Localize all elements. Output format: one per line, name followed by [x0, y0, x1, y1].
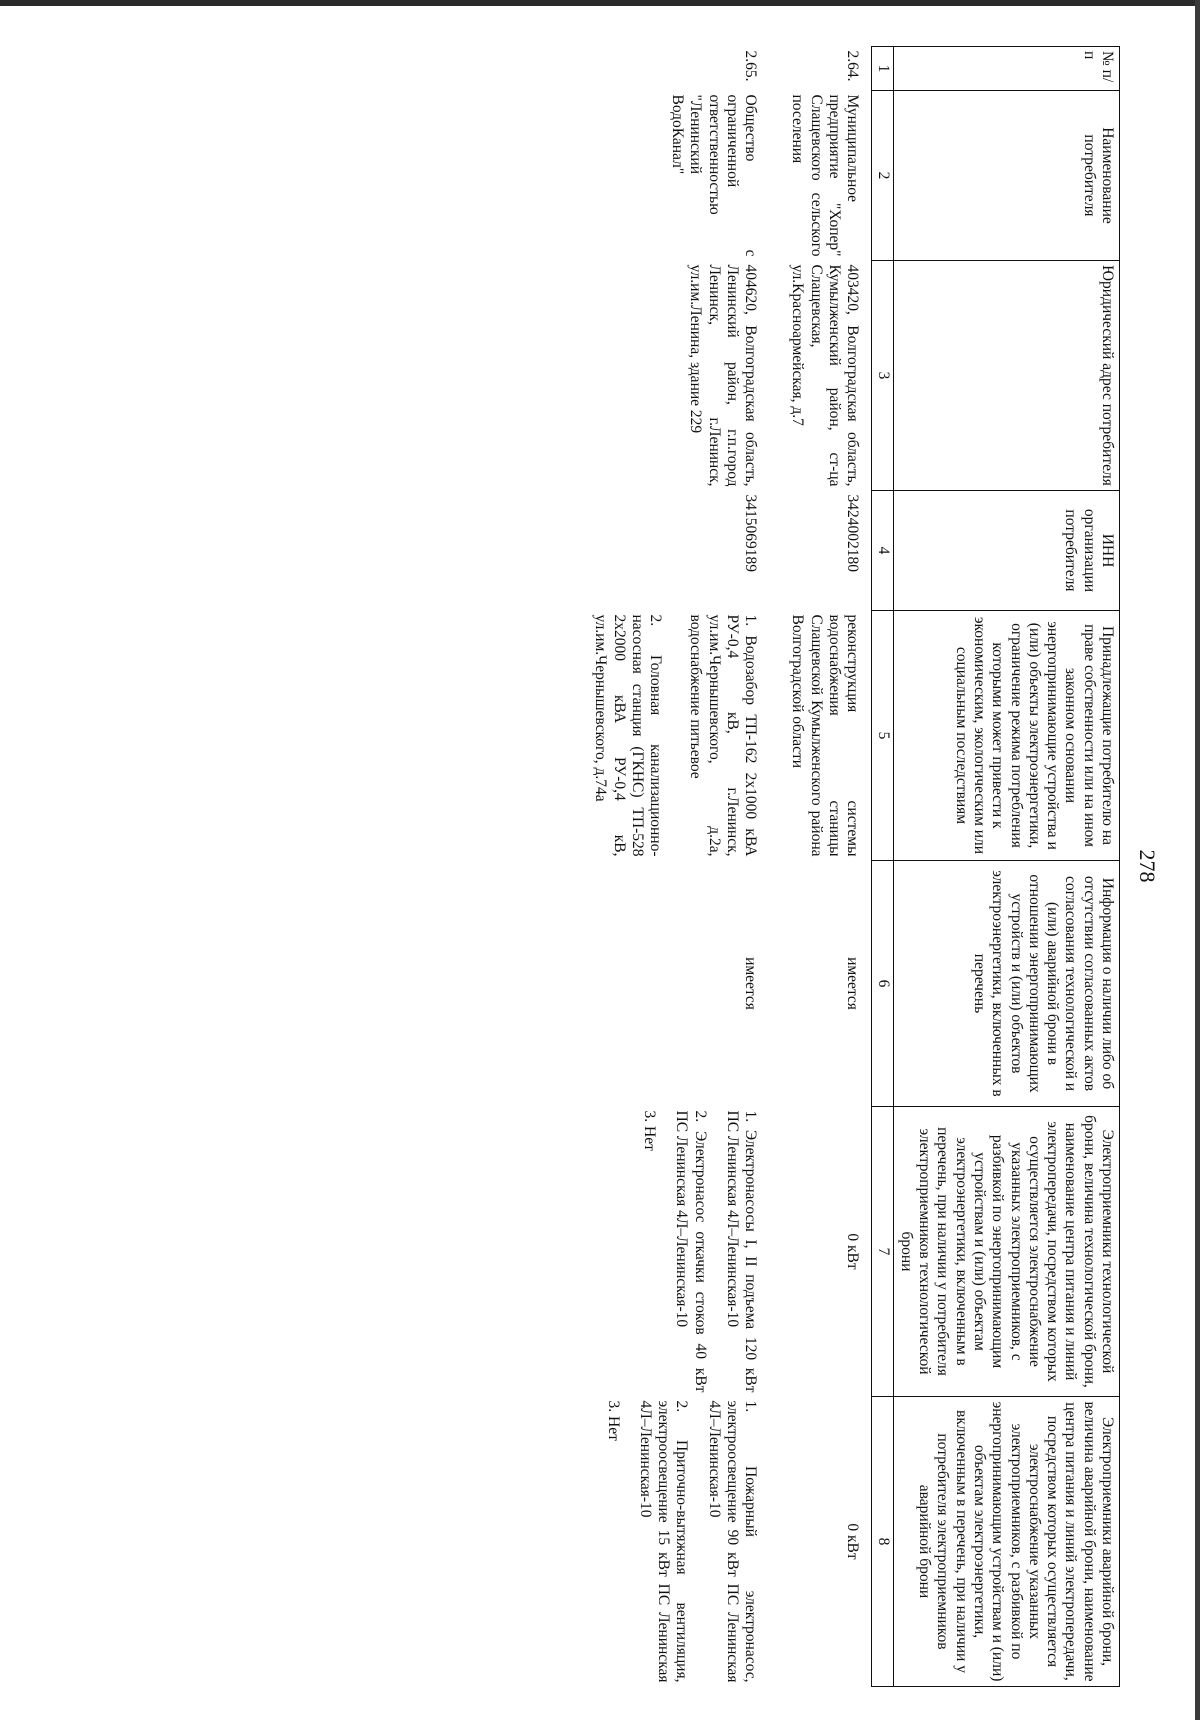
column-number: 6	[872, 861, 893, 1107]
inn-value: 3424002180	[844, 494, 862, 572]
emergency-reserve: 0 кВт	[844, 1523, 862, 1560]
consumer-name: Муниципальное предприятие "Хопер" Слащевского сельского поселения	[789, 94, 862, 257]
tech-reserve	[588, 1107, 785, 1397]
rotated-page	[160, 46, 1160, 1686]
column-number: 4	[872, 491, 893, 611]
consumer-table	[588, 46, 1120, 1687]
header-cell: Информация о наличии либо об отсутствии согласованных актов согласования технологической и (или) аварийной брони в отношении энергопринимающих устройств и (или) объектов электроэнергетики, включенных в перечень	[893, 861, 1119, 1107]
energy-devices: реконструкция системы водоснабжения станицы Слащевской Кумылженского района Волгоградской области	[789, 614, 862, 857]
inn-value: 3415069189	[742, 494, 760, 572]
header-cell: Юридический адрес потребителя	[893, 261, 1119, 491]
column-number: 3	[872, 261, 893, 491]
header-row	[893, 47, 1119, 1687]
header-cell: Электроприемники технологической брони, величина технологической брони, наименование центра питания и линий электропередачи, посредством которых осуществляется электроснабжение указанных электроприемников, с разбивкой по энергопринимающим устройствам и (или) объектам электроэнергетики, включенным в перечень, при наличии у потребителя электроприемников технологической брони	[893, 1107, 1119, 1397]
header-cell: Принадлежащие потребителю на праве собственности или на ином законном основании энергопринимающие устройства и (или) объекты электроэнергетики, ограничение режима потребления которыми может привести к экономическим, экологическим или социальным последствиям	[893, 611, 1119, 861]
tech-reserve-item: 2. Электронасос откачки стоков 40 кВт ПС Ленинская 4Л–Ленинская-10	[673, 1110, 709, 1393]
energy-devices	[588, 611, 785, 861]
acts-status: имеется	[742, 957, 760, 1010]
tech-reserve-item: 1. Электронасосы I, II подъема 120 кВт ПС Ленинская 4Л–Ленинская-10	[723, 1110, 760, 1393]
row-number: 2.65.	[742, 50, 760, 82]
column-number: 7	[872, 1107, 893, 1397]
table-row	[588, 47, 785, 1687]
tech-reserve: 0 кВт	[844, 1233, 862, 1270]
emergency-reserve-item: 3. Нет	[604, 1400, 622, 1441]
device-item: 2. Головная канализационно-насосная станция (ГКНС) ТП-528 2х2000 кВА РУ-0,4 кВ, ул.им.Чернышевского, д.74а	[592, 614, 665, 857]
header-cell: Наименование потребителя	[893, 91, 1119, 261]
emergency-reserve-item: 2. Приточно-вытяжная вентиляция, электроосвещение 15 кВт ПС Ленинская 4Л–Ленинская-10	[636, 1400, 691, 1683]
column-number: 2	[872, 91, 893, 261]
header-cell: ИНН организации потребителя	[893, 491, 1119, 611]
tech-reserve-item: 3. Нет	[641, 1110, 659, 1151]
column-number: 5	[872, 611, 893, 861]
device-item: 1. Водозабор ТП-162 2х1000 кВА РУ-0,4 кВ, г.Ленинск, ул.им.Чернышевского, д.2а, водоснабжение питьевое	[687, 614, 760, 857]
scan-edge-right	[1195, 0, 1200, 1720]
legal-address: 404620, Волгоградская область, Ленинский район, г.п.город Ленинск, г.Ленинск, ул.им.Ленина, здание 229	[687, 264, 760, 487]
scan-edge-top	[0, 0, 1200, 6]
header-cell: № п/п	[893, 47, 1119, 91]
column-number-row	[872, 47, 893, 1687]
column-number: 8	[872, 1397, 893, 1687]
table-row	[785, 47, 872, 1687]
row-number: 2.64.	[844, 50, 862, 82]
legal-address: 403420, Волгоградская область, Кумылженский район, ст-ца Слащевская, ул.Красноармейская, д.7	[789, 264, 862, 487]
page-number: 278	[1135, 849, 1160, 883]
emergency-reserve	[588, 1397, 785, 1687]
header-cell: Электроприемники аварийной брони, величина аварийной брони, наименование центра питания и линий электропередачи, посредством которых осуществляется электроснабжение указанных электроприемников, с разбивкой по энергопринимающим устройствам и (или) объектам электроэнергетики, включенным в перечень, при наличии у потребителя электроприемников аварийной брони	[893, 1397, 1119, 1687]
emergency-reserve-item: 1. Пожарный электронасос, электроосвещение 90 кВт ПС Ленинская 4Л–Ленинская-10	[705, 1400, 760, 1683]
acts-status: имеется	[844, 957, 862, 1010]
consumer-name: Общество с ограниченной ответственностью "Ленинский ВодоКанал"	[669, 94, 760, 257]
column-number: 1	[872, 47, 893, 91]
